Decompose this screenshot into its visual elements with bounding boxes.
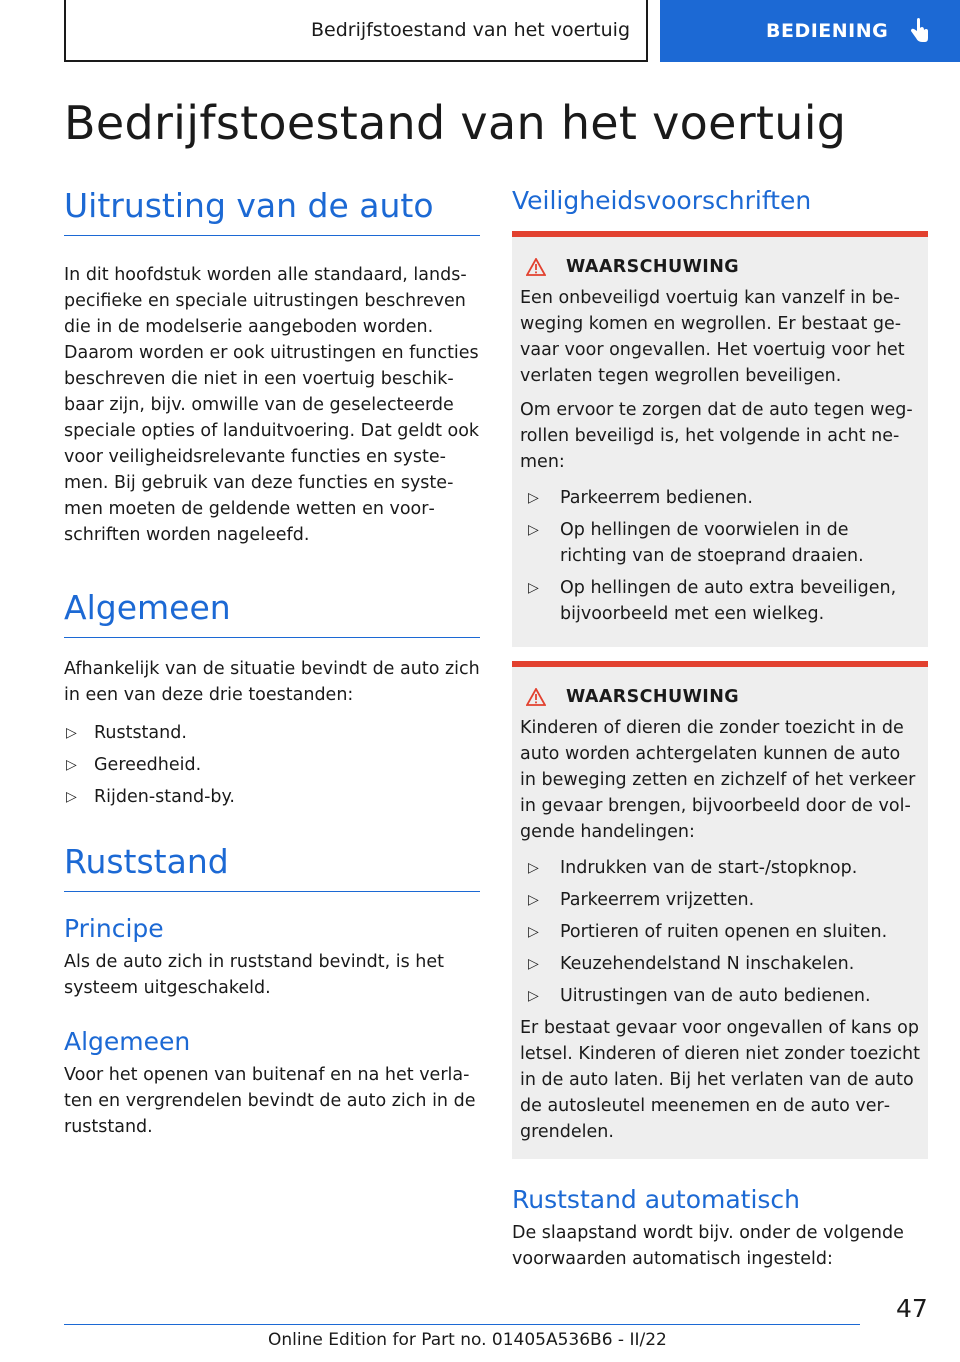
list-item: ▷ Indrukken van de start-/stopknop. [526, 855, 920, 881]
header-chapter-label: BEDIENING [766, 20, 889, 42]
list-item: ▷ Ruststand. [64, 720, 480, 746]
pointing-hand-icon [908, 18, 930, 44]
list-item: ▷ Parkeerrem bedienen. [526, 485, 920, 511]
heading-algemeen: Algemeen [64, 588, 480, 638]
heading-ruststand-automatisch: Ruststand automatisch [512, 1185, 801, 1214]
list-item: ▷ Parkeerrem vrijzetten. [526, 887, 920, 913]
heading-ruststand: Ruststand [64, 842, 480, 892]
warning-header [520, 257, 920, 277]
triangle-bullet-icon: ▷ [528, 956, 539, 972]
list-item: ▷ Uitrustingen van de auto bedienen. [526, 983, 920, 1009]
warning2-text-2: Er bestaat gevaar voor ongevallen of kans op letsel. Kinderen of dieren niet zonder toezicht in de auto laten. Bij het verlaten van de auto de autosleutel meenemen en de auto vergrendelen. [520, 1018, 921, 1142]
warning-triangle-icon [526, 688, 546, 706]
warning-triangle-icon [526, 258, 546, 276]
left-column [64, 186, 480, 1140]
heading-uitrusting: Uitrusting van de auto [64, 186, 480, 236]
heading-veiligheidsvoorschriften: Veiligheidsvoorschriften [512, 186, 928, 237]
triangle-bullet-icon: ▷ [528, 892, 539, 908]
list-item: ▷ Op hellingen de voorwielen in de richting van de stoeprand draaien. [526, 517, 920, 569]
triangle-bullet-icon: ▷ [528, 490, 539, 506]
triangle-bullet-icon: ▷ [528, 924, 539, 940]
warning-header [520, 687, 920, 707]
list-item: ▷ Rijden-stand-by. [64, 784, 480, 810]
triangle-bullet-icon: ▷ [528, 522, 539, 538]
triangle-bullet-icon: ▷ [528, 860, 539, 876]
list-item: ▷ Op hellingen de auto extra beveiligen, bijvoorbeeld met een wielkeg. [526, 575, 920, 627]
warning-label: WAARSCHUWING [566, 687, 740, 707]
state-list [64, 720, 480, 810]
warning-label: WAARSCHUWING [566, 257, 740, 277]
footer-edition: Online Edition for Part no. 01405A536B6 - II/22 [268, 1330, 667, 1350]
list-item: ▷ Portieren of ruiten openen en sluiten. [526, 919, 920, 945]
heading-algemeen-ruststand: Algemeen [64, 1027, 191, 1056]
right-column [512, 186, 928, 1272]
header-chapter-tab[interactable] [660, 0, 960, 62]
uitrusting-paragraph: In dit hoofdstuk worden alle standaard, landspecifieke en speciale uitrustingen beschreven die in de modelserie aangeboden worden. Daarom worden er ook uitrustingen en functies beschreven die niet in een voertuig beschikbaar zijn, bijv. omwille van de geselecteerde speciale opties of landuitvoering. Dat geldt ook voor veiligheidsrelevante functies en systemen. Bij gebruik van deze functies en systemen moeten de geldende wetten en voorschriften worden nageleefd. [64, 265, 480, 545]
heading-principe: Principe [64, 914, 164, 943]
principe-paragraph: Als de auto zich in ruststand bevindt, is het systeem uitgeschakeld. [64, 952, 445, 998]
triangle-bullet-icon: ▷ [66, 757, 77, 773]
algemeen-paragraph: Afhankelijk van de situatie bevindt de auto zich in een van deze drie toestanden: [64, 659, 480, 705]
triangle-bullet-icon: ▷ [528, 580, 539, 596]
header-section-title-text: Bedrijfstoestand van het voertuig [310, 19, 630, 41]
algemeen-ruststand-paragraph: Voor het openen van buitenaf en na het verlaten en vergrendelen bevindt de auto zich in de ruststand. [64, 1065, 476, 1137]
list-item: ▷ Keuzehendelstand N inschakelen. [526, 951, 920, 977]
warning-box-kinderen [512, 661, 928, 1159]
warning-box-wegrollen [512, 237, 928, 647]
list-item: ▷ Gereedheid. [64, 752, 480, 778]
footer-divider [64, 1324, 860, 1325]
header-section-title [64, 0, 648, 62]
page-title: Bedrijfstoestand van het voertuig [64, 96, 847, 150]
warning2-list [520, 855, 920, 1009]
warning1-list [520, 485, 920, 627]
warning1-text-2: Om ervoor te zorgen dat de auto tegen wegrollen beveiligd is, het volgende in acht nemen: [520, 400, 913, 472]
warning2-text: Kinderen of dieren die zonder toezicht in de auto worden achtergelaten kunnen de auto in beweging zetten en zichzelf of het verkeer in gevaar brengen, bijvoorbeeld door de volgende handelingen: [520, 718, 916, 842]
triangle-bullet-icon: ▷ [66, 725, 77, 741]
warning1-text: Een onbeveiligd voertuig kan vanzelf in beweging komen en wegrollen. Er bestaat gevaar voor ongevallen. Het voertuig voor het verlaten tegen wegrollen beveiligen. [520, 288, 905, 386]
page-number: 47 [896, 1294, 928, 1323]
ruststand-automatisch-paragraph: De slaapstand wordt bijv. onder de volgende voorwaarden automatisch ingesteld: [512, 1223, 904, 1269]
triangle-bullet-icon: ▷ [528, 988, 539, 1004]
triangle-bullet-icon: ▷ [66, 789, 77, 805]
